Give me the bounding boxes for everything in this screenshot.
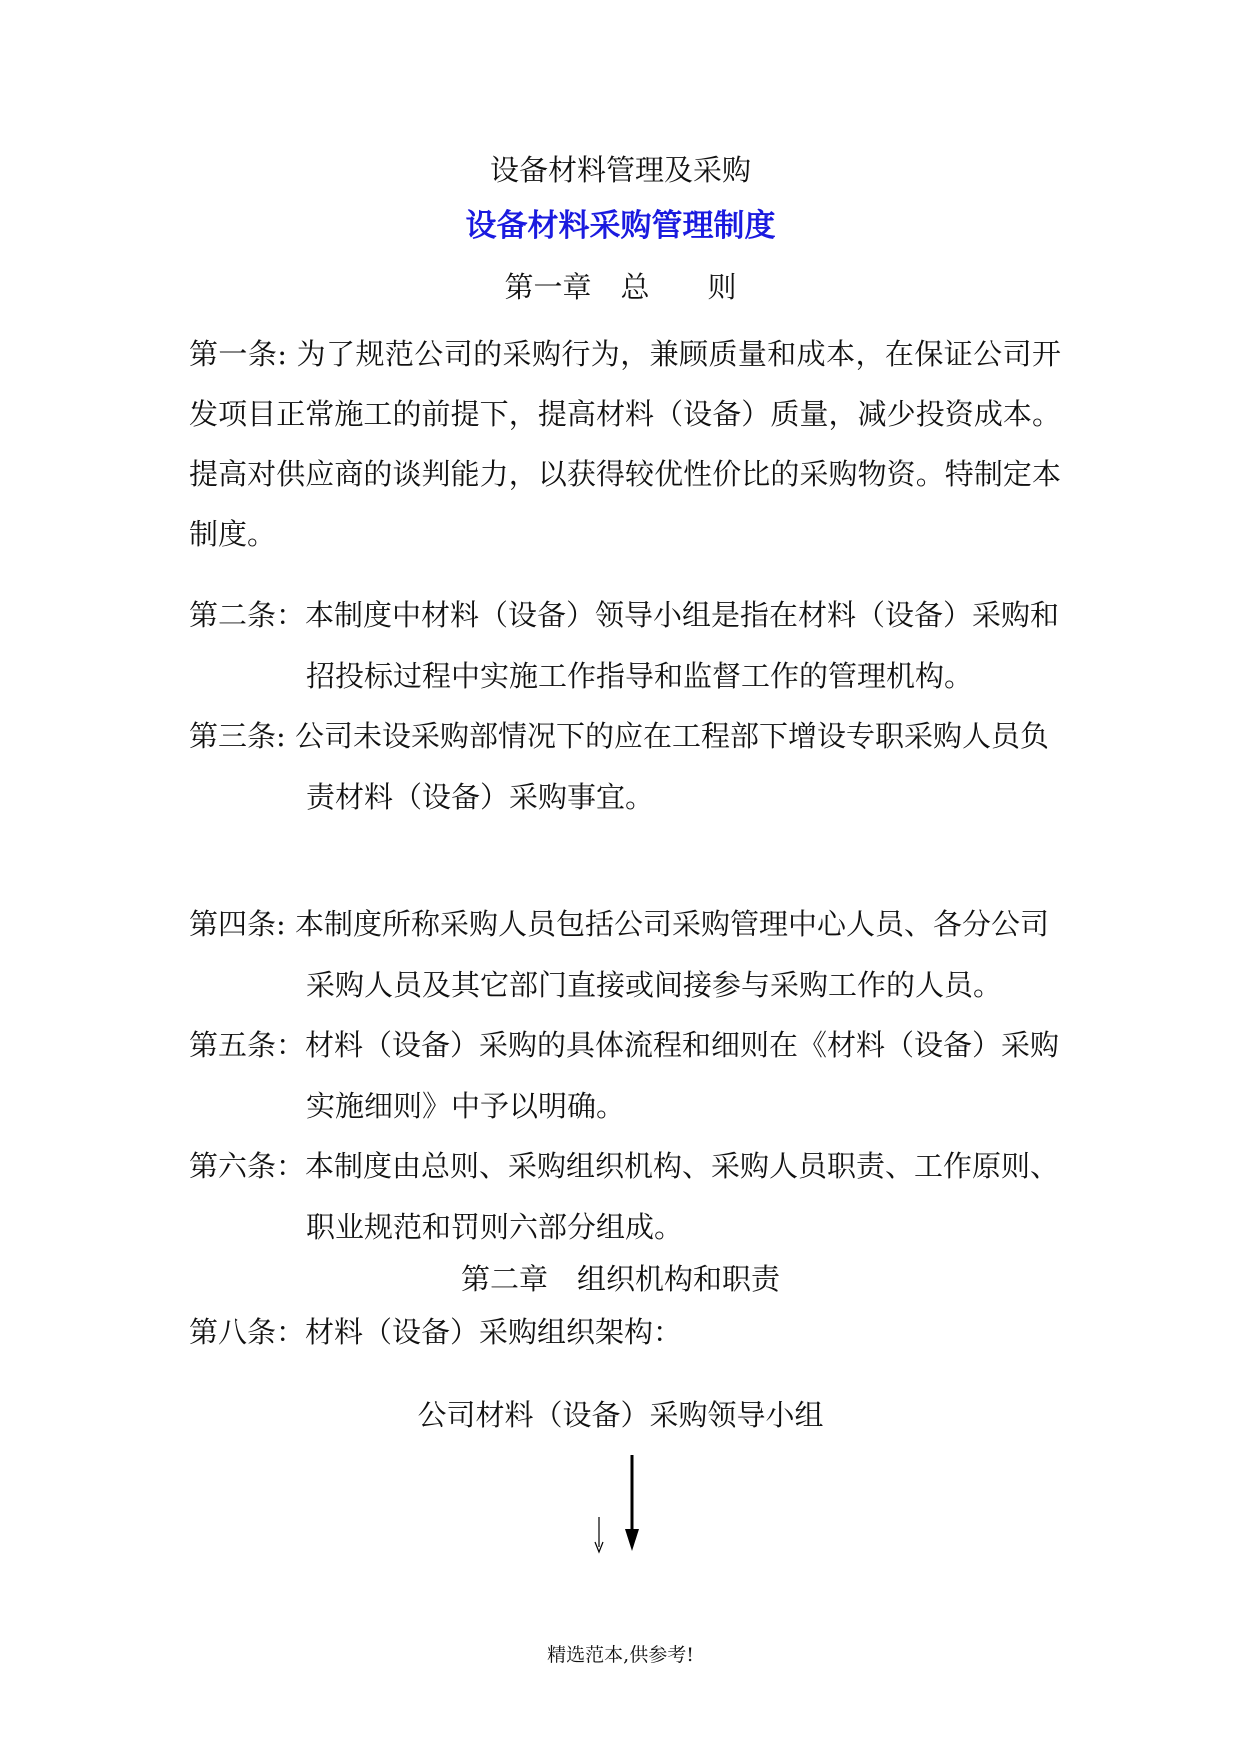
article-6 bbox=[189, 1136, 1059, 1258]
article-3-line-1: 第三条: 公司未设采购部情况下的应在工程部下增设专职采购人员负 bbox=[189, 719, 1049, 753]
article-4-line-2: 采购人员及其它部门直接或间接参与采购工作的人员。 bbox=[306, 968, 1003, 1002]
article-6-line-1: 第六条：本制度由总则、采购组织机构、采购人员职责、工作原则、 bbox=[189, 1149, 1060, 1183]
chapter-1-heading: 第一章 总 则 bbox=[504, 270, 737, 304]
article-8: 第八条：材料（设备）采购组织架构： bbox=[189, 1315, 683, 1349]
article-3-line-2: 责材料（设备）采购事宜。 bbox=[306, 780, 655, 814]
article-4 bbox=[189, 894, 1049, 1016]
main-title: 设备材料采购管理制度 bbox=[465, 208, 776, 244]
article-2 bbox=[189, 585, 1059, 707]
article-5-line-1: 第五条：材料（设备）采购的具体流程和细则在《材料（设备）采购 bbox=[189, 1028, 1060, 1062]
small-down-arrow-icon bbox=[592, 1517, 606, 1557]
chapter-2-heading: 第二章 组织机构和职责 bbox=[460, 1262, 780, 1296]
article-5 bbox=[189, 1015, 1059, 1137]
page-footer: 精选范本,供参考! bbox=[547, 1644, 694, 1666]
article-6-line-2: 职业规范和罚则六部分组成。 bbox=[306, 1210, 684, 1244]
org-chart-top-node: 公司材料（设备）采购领导小组 bbox=[417, 1398, 824, 1432]
article-3 bbox=[189, 706, 1049, 828]
article-5-line-2: 实施细则》中予以明确。 bbox=[306, 1089, 626, 1123]
article-2-line-1: 第二条：本制度中材料（设备）领导小组是指在材料（设备）采购和 bbox=[189, 598, 1060, 632]
article-4-line-1: 第四条: 本制度所称采购人员包括公司采购管理中心人员、各分公司 bbox=[189, 907, 1049, 941]
article-1: 第一条: 为了规范公司的采购行为，兼顾质量和成本，在保证公司开发项目正常施工的前提下，提高材料（设备）质量，减少投资成本。提高对供应商的谈判能力，以获得较优性价比的采购物资。特制定本制度。 bbox=[189, 337, 1061, 551]
document-title: 设备材料管理及采购 bbox=[489, 153, 751, 187]
article-2-line-2: 招投标过程中实施工作指导和监督工作的管理机构。 bbox=[306, 659, 974, 693]
down-arrow-icon bbox=[620, 1455, 644, 1555]
